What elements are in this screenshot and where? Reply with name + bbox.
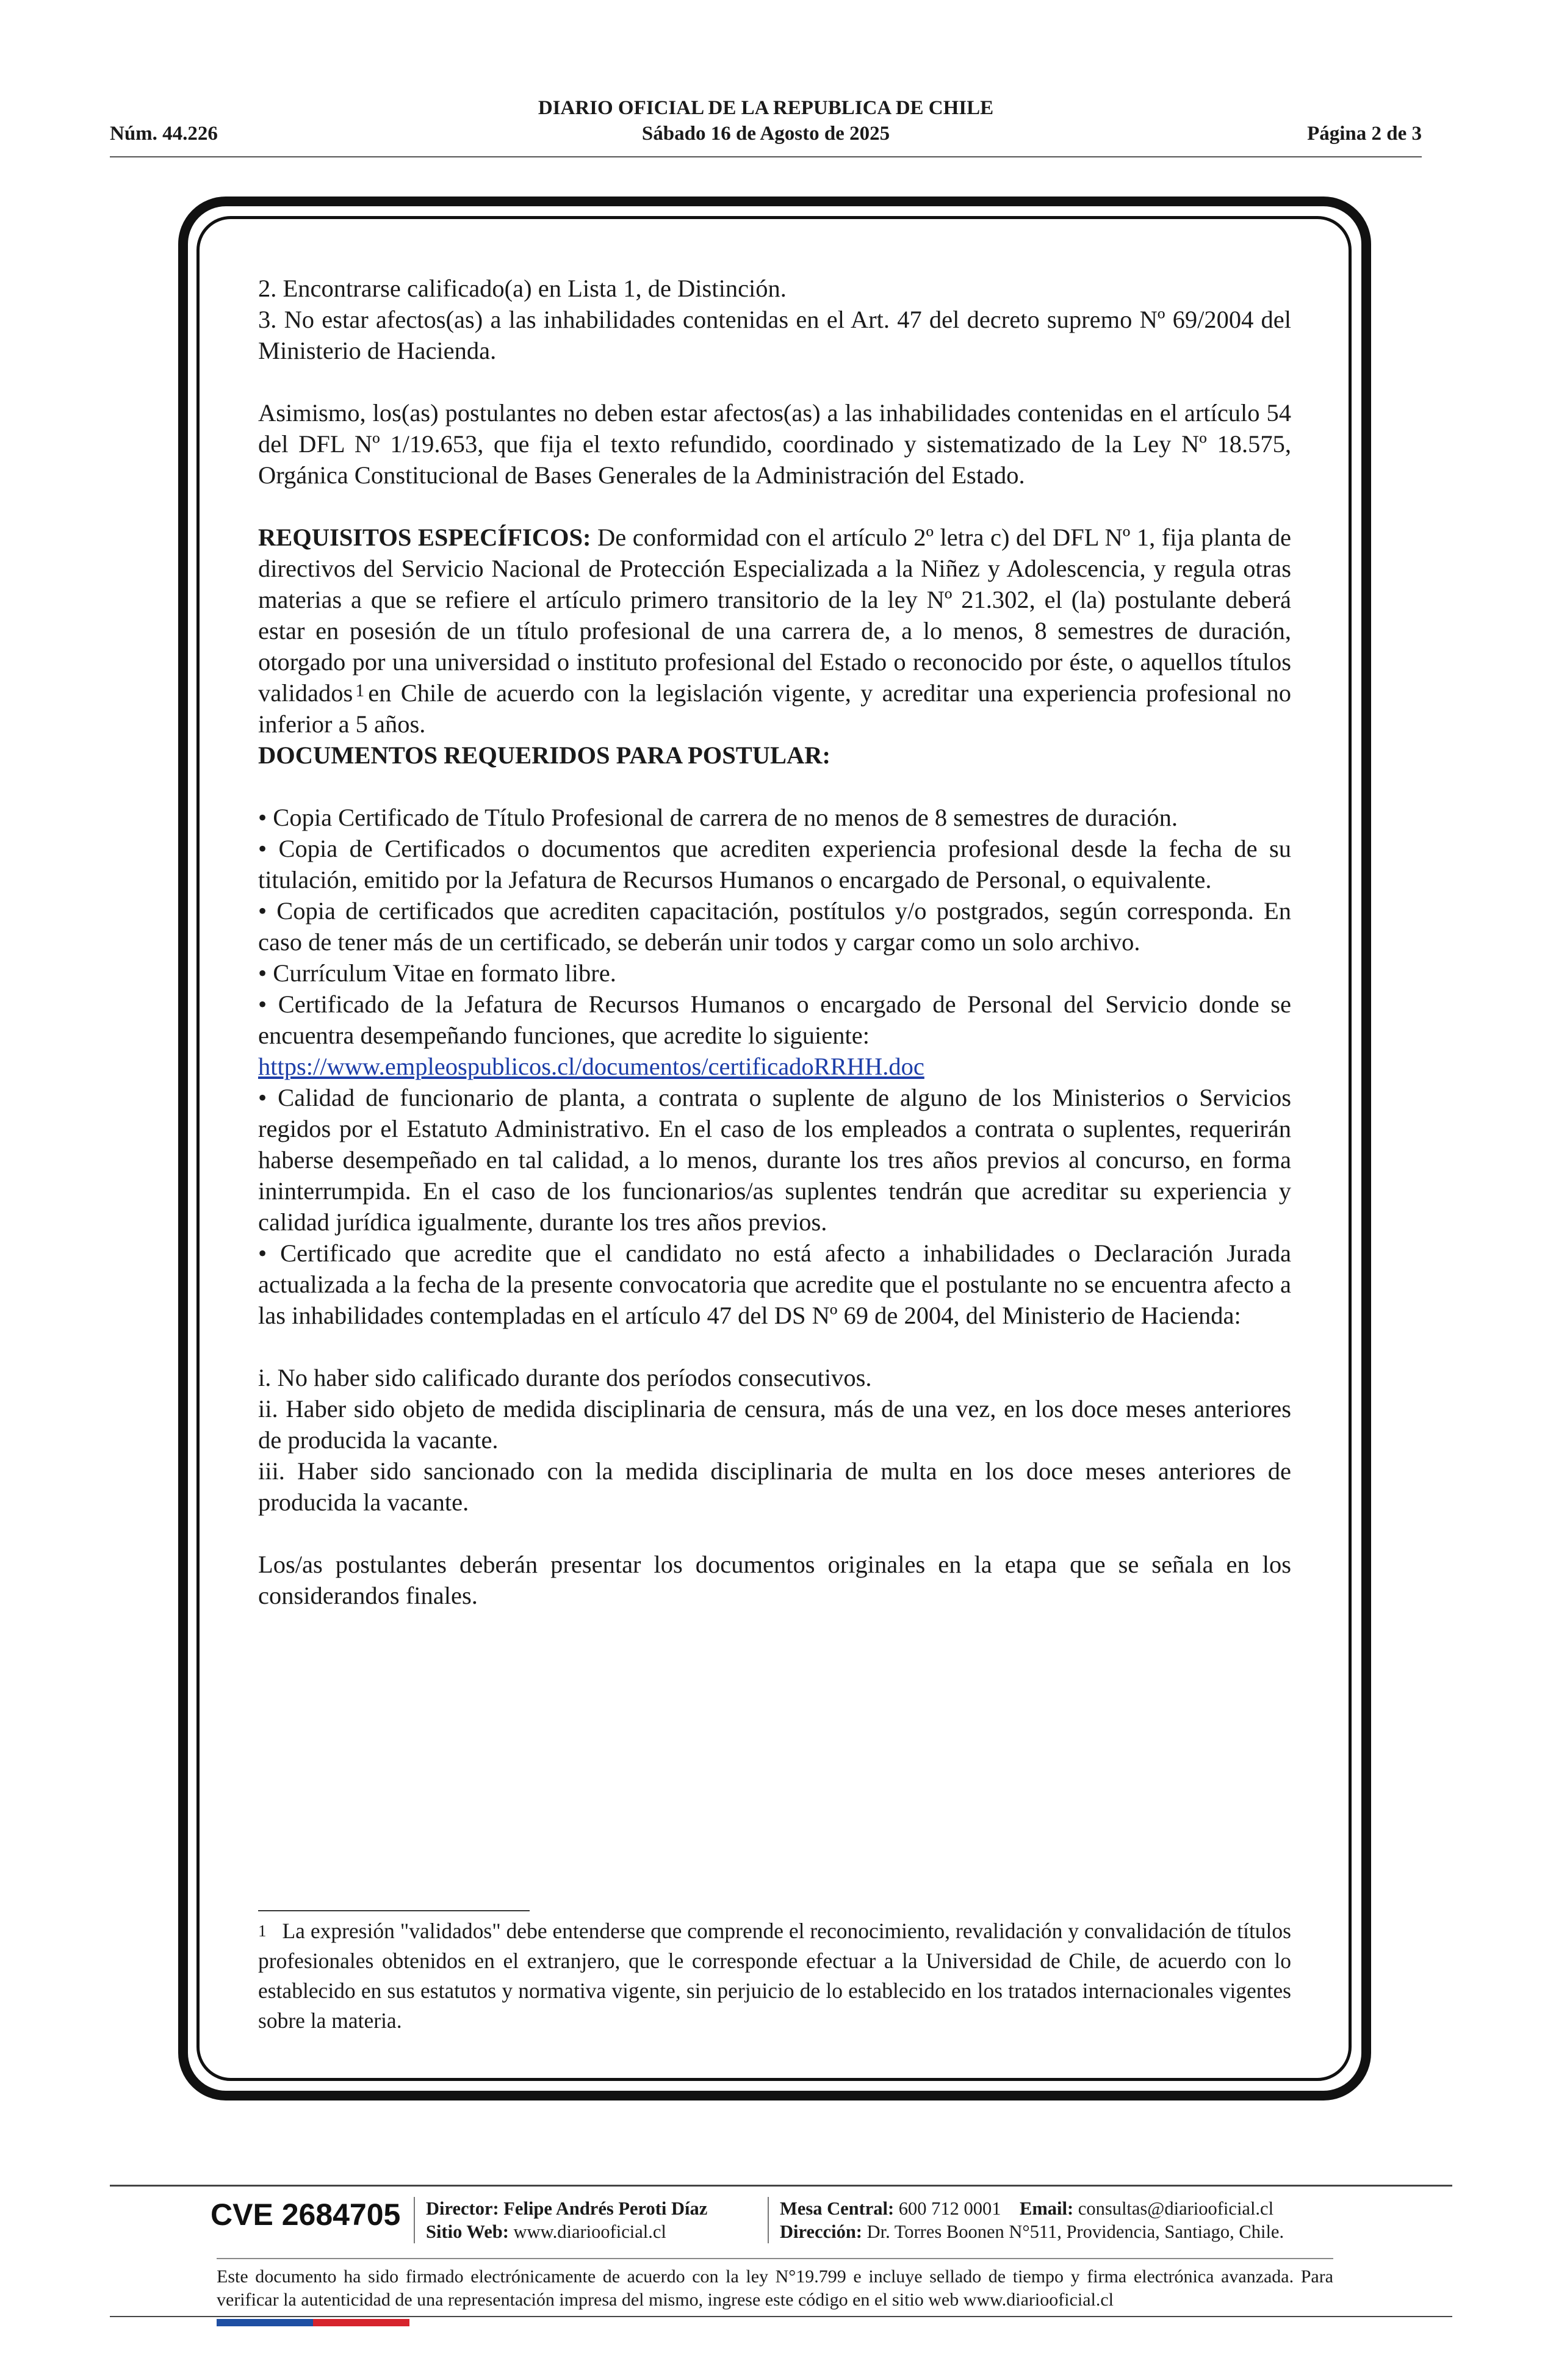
address-line: Dirección: Dr. Torres Boonen N°511, Providencia, Santiago, Chile. [780,2221,1284,2242]
requirement-2: 2. Encontrarse calificado(a) en Lista 1, de Distinción. [258,275,787,302]
website-value[interactable]: www.diariooficial.cl [513,2221,666,2242]
director-name: Felipe Andrés Peroti Díaz [503,2198,708,2219]
footer-inner-divider [217,2258,1333,2259]
list-item: • Copia de Certificados o documentos que acrediten experiencia profesional desde la fecha de su titulación, emitido por la Jefatura de Recursos Humanos o encargado de Personal, o equivalente. [258,835,1291,893]
spacer [258,1518,1291,1549]
footnote-mark: 1 [258,1922,267,1940]
list-item: • Certificado que acredite que el candidato no está afecto a inhabilidades o Declaración Jurada actualizada a la fecha de la presente convocatoria que acredite que el postulante no se encuentra afecto a las inhabilidades contempladas en el artículo 47 del DS Nº 69 de 2004, del Ministerio de Hacienda: [258,1239,1291,1329]
footer-director-block [426,2197,707,2243]
legal-notice: Este documento ha sido firmado electrónicamente de acuerdo con la ley N°19.799 e incluye sellado de tiempo y firma electrónica avanzada. Para verificar la autenticidad de una representación impresa del mismo, ingrese este código en el sitio web www.diariooficial.cl [217,2266,1333,2310]
issue-number: Núm. 44.226 [110,123,218,145]
list-item: • Copia Certificado de Título Profesional de carrera de no menos de 8 semestres de duración. [258,804,1178,831]
list-item: • Currículum Vitae en formato libre. [258,959,616,987]
director-line: Director: Felipe Andrés Peroti Díaz [426,2198,708,2219]
footer-top-divider [110,2185,1452,2187]
flag-stripe-blue [217,2319,313,2326]
footnote-text: La expresión "validados" debe entenderse que comprende el reconocimiento, revalidación y convalidación de títulos profesionales obtenidos en el extranjero, que le corresponde efectuar a la Universidad de Chile, de acuerdo con lo establecido en sus estatutos y normativa vigente, sin perjuicio de lo establecido en los tratados internacionales vigentes sobre la materia. [258,1919,1291,2033]
specific-requirements-paragraph [258,522,1291,740]
specific-requirements-label: REQUISITOS ESPECÍFICOS: [258,524,591,551]
list-item: • Certificado de la Jefatura de Recursos Humanos o encargado de Personal del Servicio donde se encuentra desempeñando funciones, que acredite lo siguiente: [258,990,1291,1049]
header-divider [110,156,1422,157]
website-line: Sitio Web: www.diariooficial.cl [426,2221,666,2242]
roman-item: i. No haber sido calificado durante dos períodos consecutivos. [258,1364,872,1391]
closing-paragraph: Los/as postulantes deberán presentar los documentos originales en la etapa que se señala en los considerandos finales. [258,1551,1291,1609]
certificate-link-line [258,1051,1291,1082]
roman-item: ii. Haber sido objeto de medida disciplinaria de censura, más de una vez, en los doce meses anteriores de producida la vacante. [258,1395,1291,1454]
footnote [258,1916,1291,2036]
list-item: • Calidad de funcionario de planta, a contrata o suplente de alguno de los Ministerios o Servicios regidos por el Estatuto Administrativo. En el caso de los empleados a contrata o suplentes, requerirán haberse desempeñado en tal calidad, a lo menos, durante los tres años previos al concurso, en forma ininterrumpida. En el caso de los funcionarios/as suplentes tendrán que acreditar su experiencia y calidad jurídica igualmente, durante los tres años previos. [258,1084,1291,1236]
spacer [258,491,1291,522]
cve-code: CVE 2684705 [211,2198,401,2232]
email-value[interactable]: consultas@diariooficial.cl [1078,2198,1274,2219]
footer-separator [768,2197,769,2243]
phone-value: 600 712 0001 [898,2198,1001,2219]
journal-title: DIARIO OFICIAL DE LA REPUBLICA DE CHILE [538,97,994,119]
address-value: Dr. Torres Boonen N°511, Providencia, Santiago, Chile. [866,2221,1284,2242]
spacer [258,1331,1291,1362]
spacer [258,366,1291,397]
certificate-link[interactable]: https://www.empleospublicos.cl/documentos/certificadoRRHH.doc [258,1053,924,1080]
footnote-reference[interactable]: 1 [355,680,365,701]
footer-bottom-divider [110,2316,1452,2317]
specific-requirements-text-a: De conformidad con el artículo 2º letra c) del DFL Nº 1, fija planta de directivos del Servicio Nacional de Protección Especializada a la Niñez y Adolescencia, y regula otras materias a que se refiere el artículo primero transitorio de la ley Nº 21.302, el (la) postulante deberá estar en posesión de un título profesional de una carrera de, a lo menos, 8 semestres de duración, otorgado por una universidad o instituto profesional del Estado o reconocido por éste, o aquellos títulos validados [258,524,1291,707]
footer-separator [414,2197,415,2243]
asimismo-paragraph: Asimismo, los(as) postulantes no deben estar afectos(as) a las inhabilidades contenidas en el artículo 54 del DFL Nº 1/19.653, que fija el texto refundido, coordinado y sistematizado de la Ley Nº 18.575, Orgánica Constitucional de Bases Generales de la Administración del Estado. [258,399,1291,489]
documents-heading: DOCUMENTOS REQUERIDOS PARA POSTULAR: [258,741,830,769]
footnote-divider [258,1910,530,1911]
footer-contact-block [780,2197,1284,2243]
issue-date: Sábado 16 de Agosto de 2025 [641,123,890,145]
page-number: Página 2 de 3 [1307,123,1422,145]
spacer [258,771,1291,802]
specific-requirements-text-b: en Chile de acuerdo con la legislación vigente, y acreditar una experiencia profesional no inferior a 5 años. [258,679,1291,738]
contact-line: Mesa Central: 600 712 0001 Email: consultas@diariooficial.cl [780,2198,1274,2219]
document-body [258,273,1291,1611]
flag-stripe-red [313,2319,409,2326]
requirement-3: 3. No estar afectos(as) a las inhabilidades contenidas en el Art. 47 del decreto supremo Nº 69/2004 del Ministerio de Hacienda. [258,306,1291,364]
list-item: • Copia de certificados que acrediten capacitación, postítulos y/o postgrados, según corresponda. En caso de tener más de un certificado, se deberán unir todos y cargar como un solo archivo. [258,897,1291,956]
page-header [110,92,1422,153]
roman-item: iii. Haber sido sancionado con la medida disciplinaria de multa en los doce meses anteriores de producida la vacante. [258,1457,1291,1516]
